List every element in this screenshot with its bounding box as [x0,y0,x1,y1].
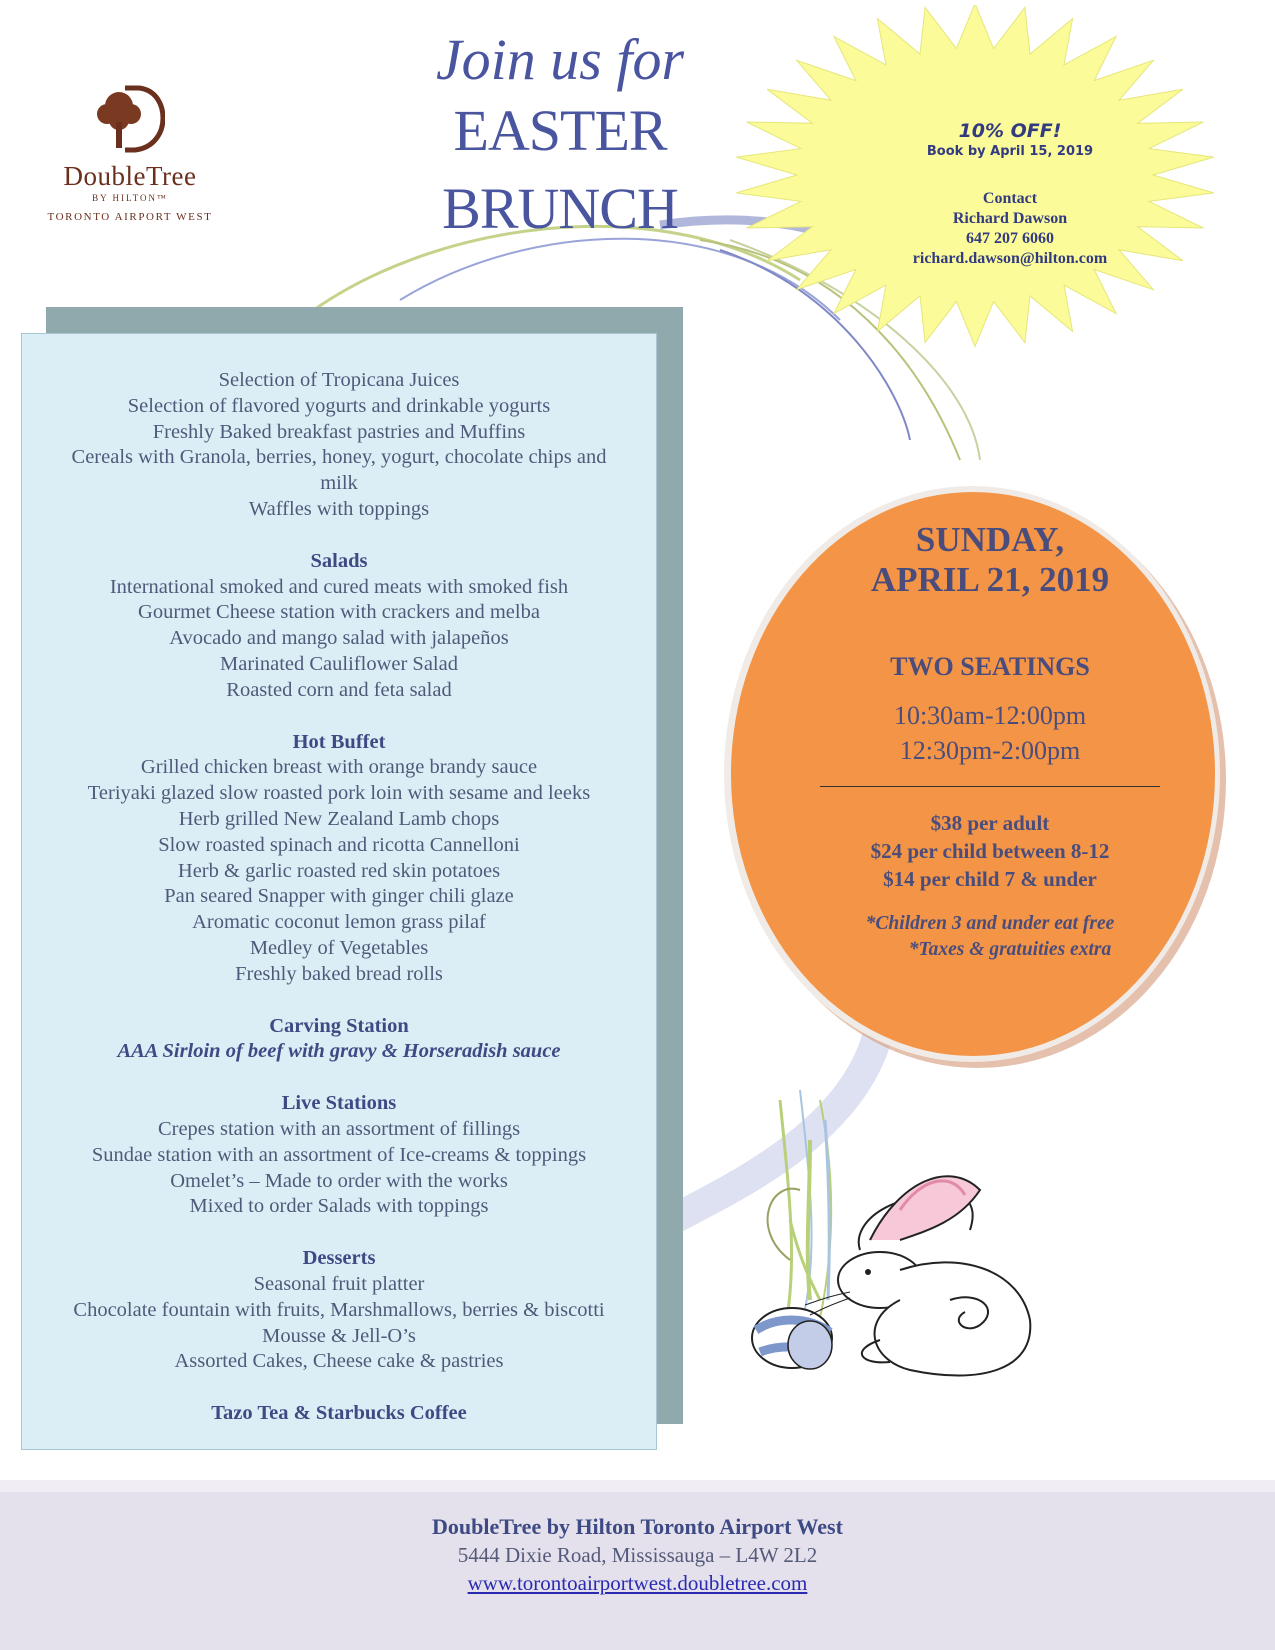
menu-item: Herb & garlic roasted red skin potatoes [177,859,501,882]
menu-item: Crepes station with an assortment of fillings [157,1117,521,1140]
title-line-2: EASTER [453,98,667,163]
logo-byline: BY HILTON™ [92,193,168,203]
footer-hotel-name: DoubleTree by Hilton Toronto Airport West [432,1514,843,1539]
menu-item: International smoked and cured meats with smoked fish [109,575,569,598]
menu-item: Mixed to order Salads with toppings [189,1195,489,1218]
menu-item: Freshly Baked breakfast pastries and Muffins [152,420,526,443]
menu-item: Herb grilled New Zealand Lamb chops [178,807,500,830]
menu-item: Seasonal fruit platter [253,1272,425,1295]
menu-item: Slow roasted spinach and ricotta Cannelloni [158,833,520,856]
menu-item: Selection of Tropicana Juices [218,369,460,391]
menu-section-title: Salads [310,549,368,572]
footer-band [0,1480,1275,1492]
seatings-title: TWO SEATINGS [890,652,1090,681]
menu-item: Roasted corn and feta salad [226,678,452,701]
menu-item: Pan seared Snapper with ginger chili glaze [164,885,514,908]
menu-item: Avocado and mango salad with jalapeños [169,627,509,650]
seating-time-1: 10:30am-12:00pm [893,701,1087,730]
title-line-1: Join us for [435,27,685,92]
menu-item: Aromatic coconut lemon grass pilaf [192,911,486,934]
contact-name: Richard Dawson [952,210,1068,227]
menu-section-title: Desserts [302,1247,376,1270]
menu-item: Mousse & Jell-O’s [262,1324,416,1347]
contact-phone: 647 207 6060 [966,230,1054,247]
logo-brand: DoubleTree [63,161,197,191]
contact-email: richard.dawson@hilton.com [912,250,1108,267]
menu-item: Sundae station with an assortment of Ice-creams & toppings [91,1143,587,1166]
page-title [380,28,740,248]
event-details [760,520,1220,963]
easter-egg-icon [752,1308,832,1369]
menu-section-title: Carving Station [269,1014,409,1037]
menu-item: Cereals with Granola, berries, honey, yogurt, chocolate chips and [71,446,607,469]
menu-item: Teriyaki glazed slow roasted pork loin with sesame and leeks [87,782,591,805]
logo-location: TORONTO AIRPORT WEST [47,211,213,223]
menu-item: Gourmet Cheese station with crackers and melba [138,601,540,624]
menu-hot-list [21,755,657,987]
price-child: $24 per child between 8-12 [870,839,1110,863]
menu-list [21,368,657,1427]
menu-item: AAA Sirloin of beef with gravy & Horseradish sauce [117,1040,561,1063]
menu-item: Chocolate fountain with fruits, Marshmallows, berries & biscotti [73,1298,605,1321]
menu-salads-list [21,575,657,704]
event-day: SUNDAY, [915,520,1065,559]
promo-discount: 10% OFF! [958,120,1062,142]
divider [820,786,1160,787]
price-young-child: $14 per child 7 & under [883,867,1097,891]
menu-item: milk [320,472,358,495]
price-adult: $38 per adult [930,811,1050,835]
seating-time-2: 12:30pm-2:00pm [899,736,1081,765]
menu-beverages: Tazo Tea & Starbucks Coffee [211,1402,467,1425]
footer-address: 5444 Dixie Road, Mississauga – L4W 2L2 [457,1543,818,1567]
tree-logo-icon [95,82,165,154]
menu-intro-list [21,368,657,523]
menu-desserts-list [21,1272,657,1375]
doubletree-logo [40,82,220,232]
bunny-illustration [750,1100,1090,1460]
footer [0,1492,1275,1650]
promo-book-by: Book by April 15, 2019 [926,144,1094,159]
menu-item: Waffles with toppings [248,497,430,520]
menu-live-list [21,1117,657,1220]
footer-website-link[interactable]: www.torontoairportwest.doubletree.com [467,1571,808,1595]
menu-section-title: Live Stations [281,1092,397,1115]
note-children-free: *Children 3 and under eat free [865,913,1115,934]
menu-item: Omelet’s – Made to order with the works [170,1169,508,1192]
menu-item: Freshly baked bread rolls [235,962,443,985]
promo-contact [870,189,1150,269]
menu-item: Selection of flavored yogurts and drinkable yogurts [127,394,551,417]
event-date: APRIL 21, 2019 [870,560,1110,599]
menu-item: Assorted Cakes, Cheese cake & pastries [174,1350,504,1373]
menu-item: Grilled chicken breast with orange brandy sauce [140,756,538,779]
promo-box [870,120,1150,269]
contact-label: Contact [982,190,1038,207]
menu-item: Marinated Cauliflower Salad [220,652,458,675]
title-line-3: BRUNCH [442,176,678,241]
note-taxes: *Taxes & gratuities extra [908,939,1112,960]
menu-item: Medley of Vegetables [249,936,429,959]
menu-section-title: Hot Buffet [292,730,386,753]
